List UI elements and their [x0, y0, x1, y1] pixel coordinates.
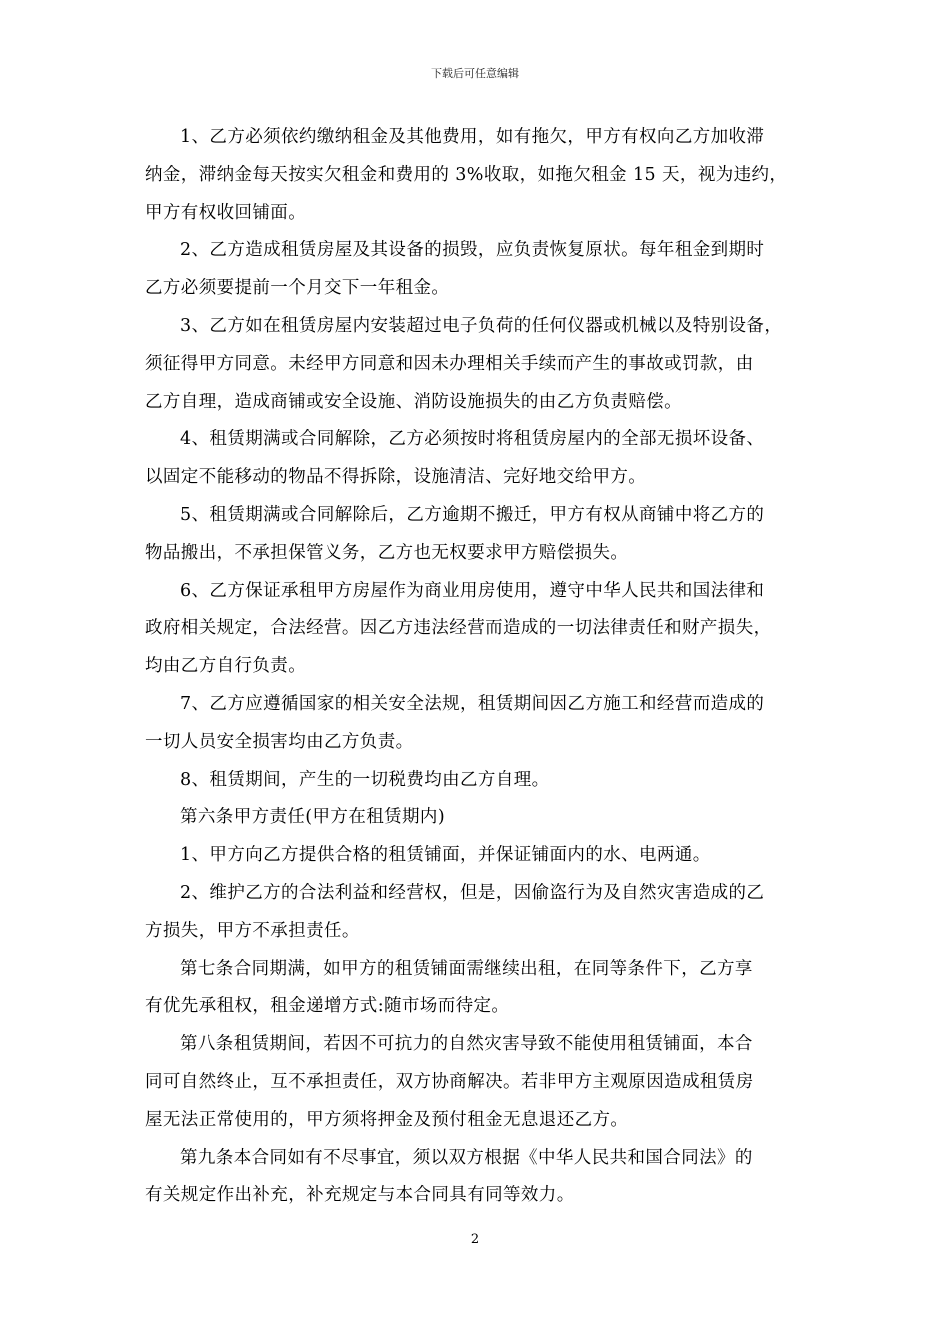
clause-paragraph [145, 421, 810, 497]
clause-paragraph [145, 686, 810, 762]
text-line: 须征得甲方同意。未经甲方同意和因未办理相关手续而产生的事故或罚款，由 [145, 353, 754, 374]
article-paragraph [145, 1026, 810, 1139]
text-line: 7、乙方应遵循国家的相关安全法规，租赁期间因乙方施工和经营而造成的 [180, 693, 765, 714]
text-line: 屋无法正常使用的，甲方须将押金及预付租金无息退还乙方。 [145, 1109, 629, 1130]
document-body [145, 119, 810, 1215]
text-line: 政府相关规定，合法经营。因乙方违法经营而造成的一切法律责任和财产损失， [145, 618, 772, 639]
clause-paragraph [145, 119, 810, 232]
text-line: 4、租赁期满或合同解除，乙方必须按时将租赁房屋内的全部无损坏设备、 [180, 429, 765, 450]
clause-paragraph [145, 762, 810, 800]
text-line: 2、乙方造成租赁房屋及其设备的损毁，应负责恢复原状。每年租金到期时 [180, 240, 765, 261]
text-line: 物品搬出，不承担保管义务，乙方也无权要求甲方赔偿损失。 [145, 542, 629, 563]
text-line: 乙方自理，造成商铺或安全设施、消防设施损失的由乙方负责赔偿。 [145, 391, 682, 412]
text-line: 有关规定作出补充，补充规定与本合同具有同等效力。 [145, 1185, 575, 1206]
text-line: 均由乙方自行负责。 [145, 656, 307, 677]
text-line: 5、租赁期满或合同解除后，乙方逾期不搬迁，甲方有权从商铺中将乙方的 [180, 504, 765, 525]
page-number: 2 [470, 1232, 480, 1247]
text-line: 第七条合同期满，如甲方的租赁铺面需继续出租，在同等条件下，乙方享 [180, 958, 753, 979]
article-paragraph [145, 1140, 810, 1216]
clause-paragraph [145, 875, 810, 951]
text-line: 6、乙方保证承租甲方房屋作为商业用房使用，遵守中华人民共和国法律和 [180, 580, 765, 601]
text-line: 1、乙方必须依约缴纳租金及其他费用，如有拖欠，甲方有权向乙方加收滞 [180, 127, 765, 147]
clause-paragraph [145, 573, 810, 686]
clause-paragraph [145, 837, 810, 875]
clause-paragraph [145, 497, 810, 573]
section-heading [145, 799, 810, 837]
text-line: 乙方必须要提前一个月交下一年租金。 [145, 278, 450, 299]
text-line: 甲方有权收回铺面。 [145, 202, 307, 223]
page-header: 下载后可任意编辑 [431, 67, 519, 80]
text-line: 方损失，甲方不承担责任。 [145, 920, 360, 941]
text-line: 1、甲方向乙方提供合格的租赁铺面，并保证铺面内的水、电两通。 [180, 845, 711, 866]
text-line: 第六条甲方责任(甲方在租赁期内) [180, 807, 446, 828]
text-line: 纳金，滞纳金每天按实欠租金和费用的 3%收取，如拖欠租金 15 天，视为违约， [145, 164, 788, 185]
clause-paragraph [145, 232, 810, 308]
text-line: 8、租赁期间，产生的一切税费均由乙方自理。 [180, 769, 550, 790]
text-line: 第九条本合同如有不尽事宜，须以双方根据《中华人民共和国合同法》的 [180, 1147, 753, 1168]
text-line: 同可自然终止，互不承担责任，双方协商解决。若非甲方主观原因造成租赁房 [145, 1071, 754, 1092]
text-line: 2、维护乙方的合法利益和经营权，但是，因偷盗行为及自然灾害造成的乙 [180, 882, 765, 903]
text-line: 第八条租赁期间，若因不可抗力的自然灾害导致不能使用租赁铺面，本合 [180, 1034, 753, 1055]
text-line: 3、乙方如在租赁房屋内安装超过电子负荷的任何仪器或机械以及特别设备， [180, 315, 783, 336]
text-line: 有优先承租权，租金递增方式:随市场而待定。 [145, 996, 510, 1017]
clause-paragraph [145, 308, 810, 421]
article-paragraph [145, 951, 810, 1027]
text-line: 以固定不能移动的物品不得拆除，设施清洁、完好地交给甲方。 [145, 467, 647, 488]
text-line: 一切人员安全损害均由乙方负责。 [145, 731, 414, 752]
